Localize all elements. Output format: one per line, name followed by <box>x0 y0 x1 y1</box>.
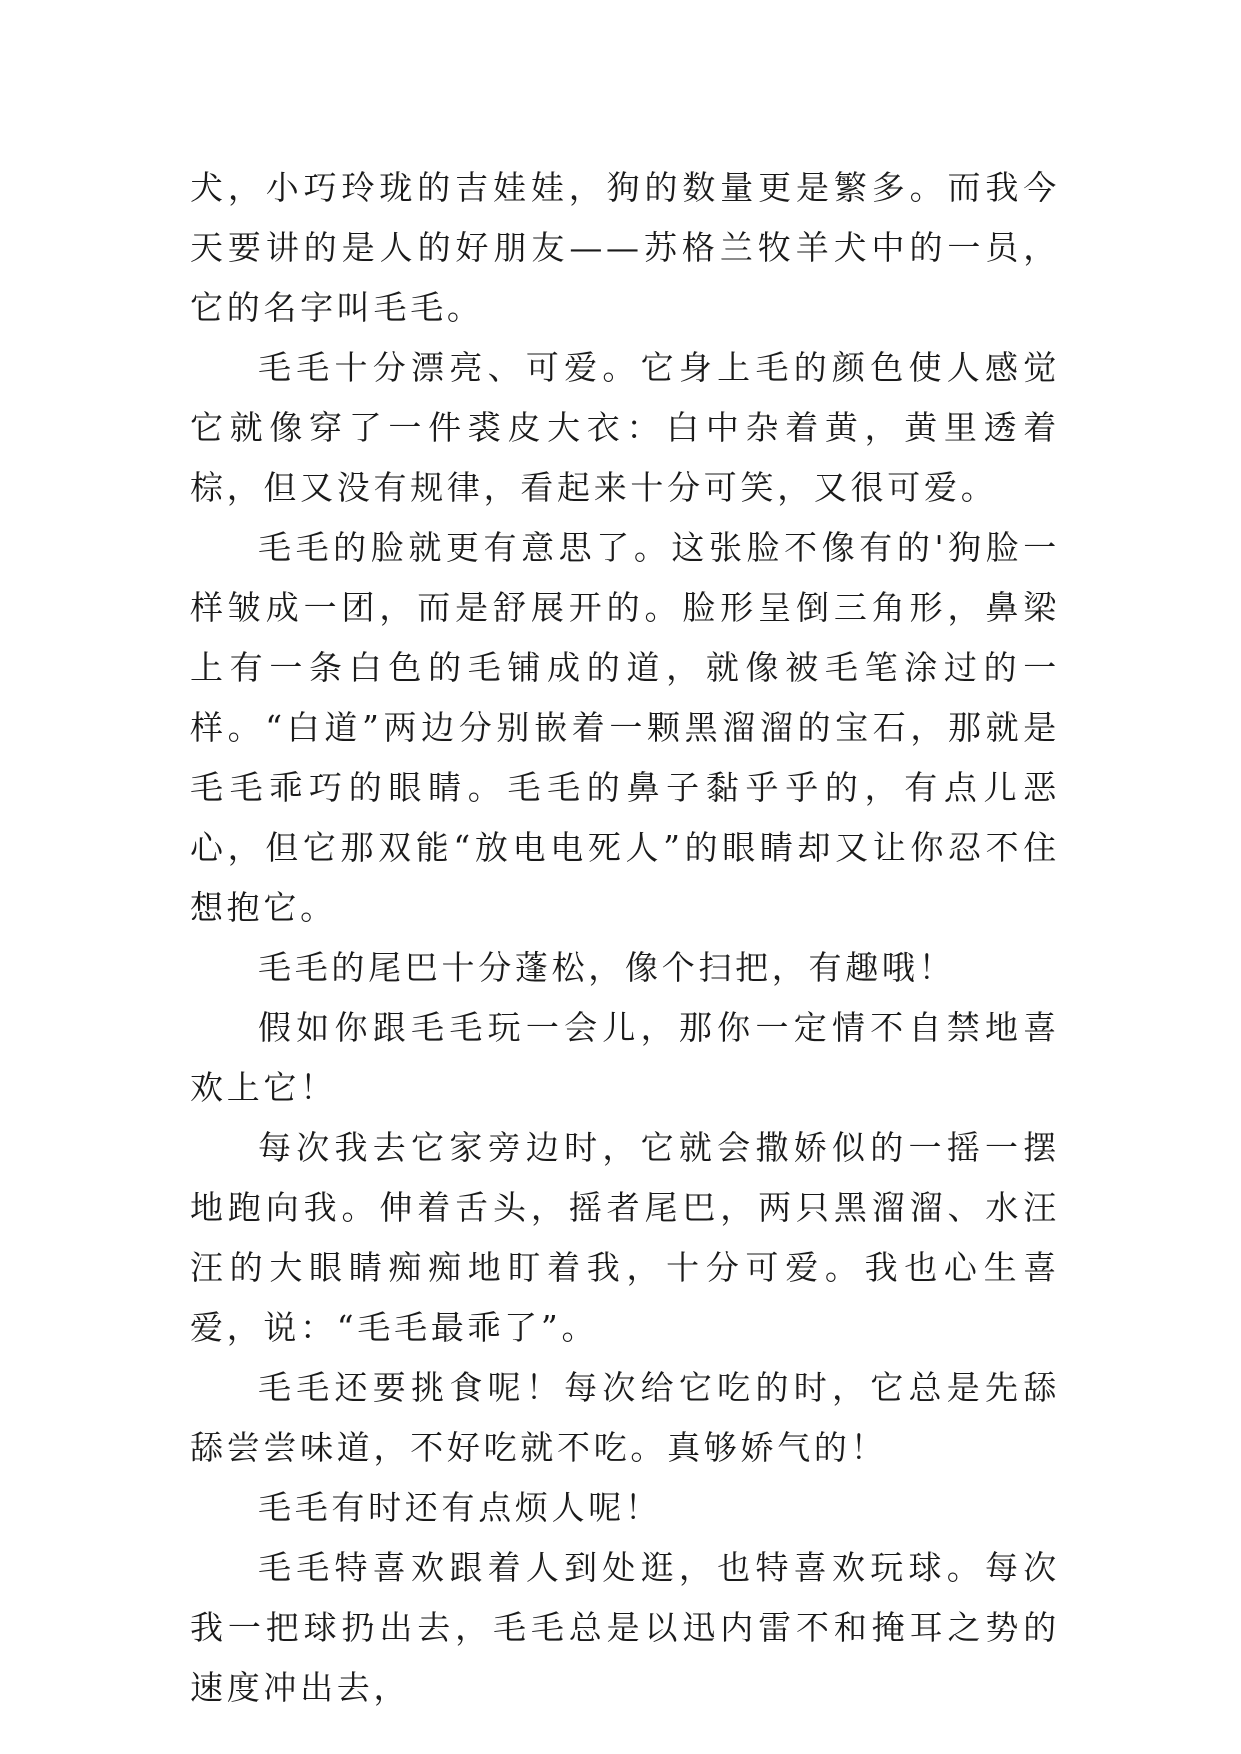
article-body <box>190 158 1060 1718</box>
paragraph-2: 毛毛十分漂亮、可爱。它身上毛的颜色使人感觉它就像穿了一件裘皮大衣：白中杂着黄，黄里透着棕，但又没有规律，看起来十分可笑，又很可爱。 <box>190 348 1060 507</box>
paragraph-9: 毛毛特喜欢跟着人到处逛，也特喜欢玩球。每次我一把球扔出去，毛毛总是以迅内雷不和掩耳之势的速度冲出去， <box>190 1548 1060 1707</box>
paragraph-8: 毛毛有时还有点烦人呢！ <box>258 1488 662 1527</box>
paragraph-1: 犬，小巧玲珑的吉娃娃，狗的数量更是繁多。而我今天要讲的是人的好朋友——苏格兰牧羊犬中的一员，它的名字叫毛毛。 <box>190 168 1060 327</box>
paragraph-5: 假如你跟毛毛玩一会儿，那你一定情不自禁地喜欢上它！ <box>190 1008 1060 1107</box>
paragraph-6: 每次我去它家旁边时，它就会撒娇似的一摇一摆地跑向我。伸着舌头，摇者尾巴，两只黑溜溜、水汪汪的大眼睛痴痴地盯着我，十分可爱。我也心生喜爱，说：“毛毛最乖了”。 <box>190 1128 1060 1347</box>
paragraph-7: 毛毛还要挑食呢！每次给它吃的时，它总是先舔舔尝尝味道，不好吃就不吃。真够娇气的！ <box>190 1368 1060 1467</box>
paragraph-3: 毛毛的脸就更有意思了。这张脸不像有的'狗脸一样皱成一团，而是舒展开的。脸形呈倒三角形，鼻梁上有一条白色的毛铺成的道，就像被毛笔涂过的一样。“白道”两边分别嵌着一颗黑溜溜的宝石，那就是毛毛乖巧的眼睛。毛毛的鼻子黏乎乎的，有点儿恶心，但它那双能“放电电死人”的眼睛却又让你忍不住想抱它。 <box>190 528 1060 927</box>
paragraph-4: 毛毛的尾巴十分蓬松，像个扫把，有趣哦！ <box>258 948 956 987</box>
